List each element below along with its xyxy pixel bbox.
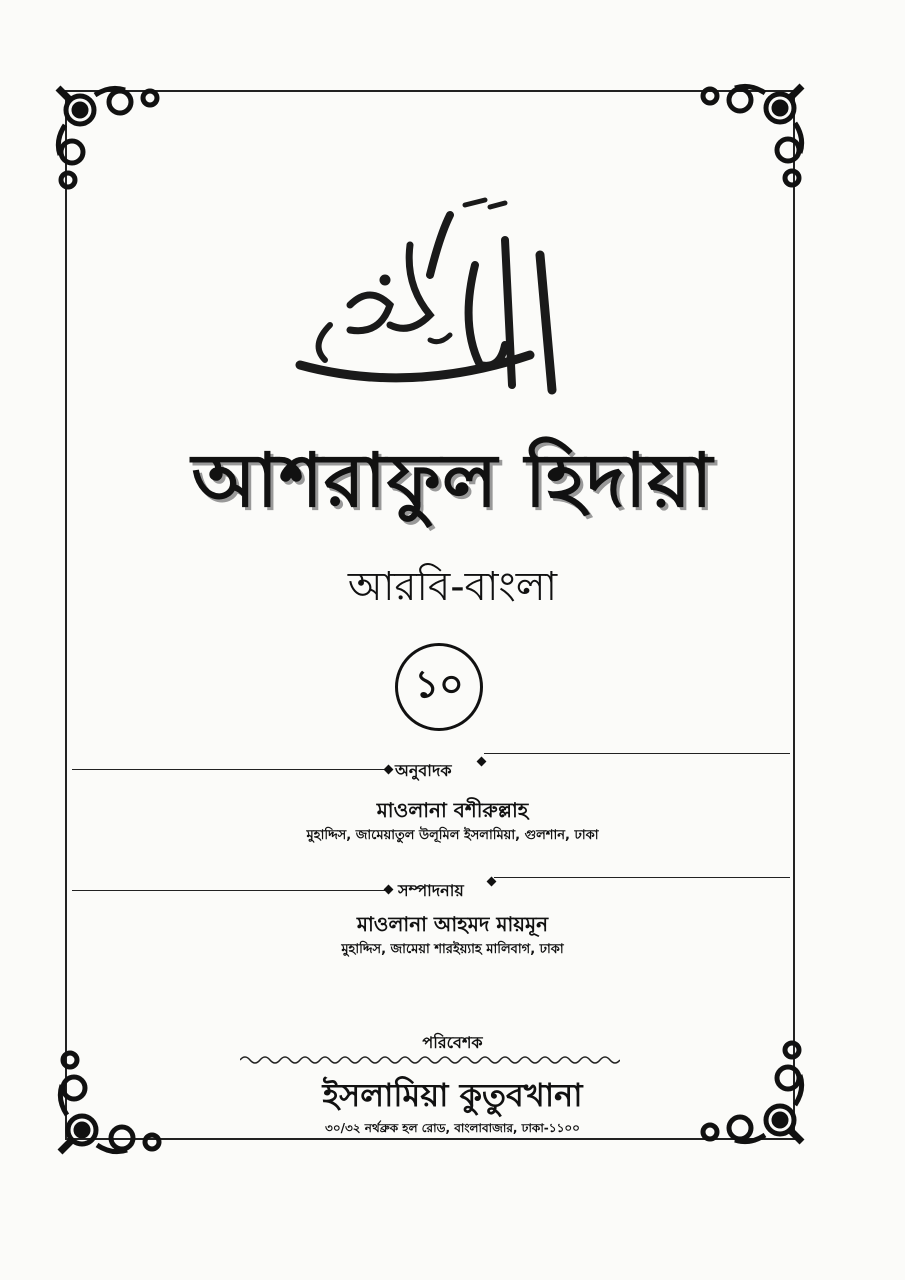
editor-name: মাওলানা আহমদ মায়মূন (356, 912, 549, 936)
corner-ornament-top-right (690, 78, 810, 198)
wavy-divider (240, 1052, 620, 1068)
editor-description: মুহাদ্দিস, জামেয়া শারইয়্যাহ মালিবাগ, ঢাকা (341, 942, 564, 957)
arabic-calligraphy-logo (290, 195, 580, 410)
divider-line (494, 877, 790, 878)
divider-line (72, 769, 388, 770)
translator-name: মাওলানা বশীরুল্লাহ (376, 798, 529, 822)
book-title: আশরাফুল হিদায়া (191, 438, 714, 524)
publisher-label: পরিবেশক (422, 1033, 483, 1052)
divider-line (72, 890, 388, 891)
publisher-name: ইসলামিয়া কুতুবখানা (322, 1076, 583, 1114)
translator-description: মুহাদ্দিস, জামেয়াতুল উলূমিল ইসলামিয়া, গুলশান, ঢাকা (306, 828, 599, 843)
divider-line (484, 753, 790, 754)
book-subtitle: আরবি-বাংলা (347, 564, 558, 610)
corner-ornament-top-left (50, 80, 170, 200)
volume-number: ১০ (395, 643, 483, 731)
translator-label: অনুবাদক (395, 761, 452, 780)
editor-label: সম্পাদনায় (398, 881, 464, 900)
publisher-address: ৩০/৩২ নর্থব্রুক হল রোড, বাংলাবাজার, ঢাকা-১১০০ (325, 1121, 580, 1135)
